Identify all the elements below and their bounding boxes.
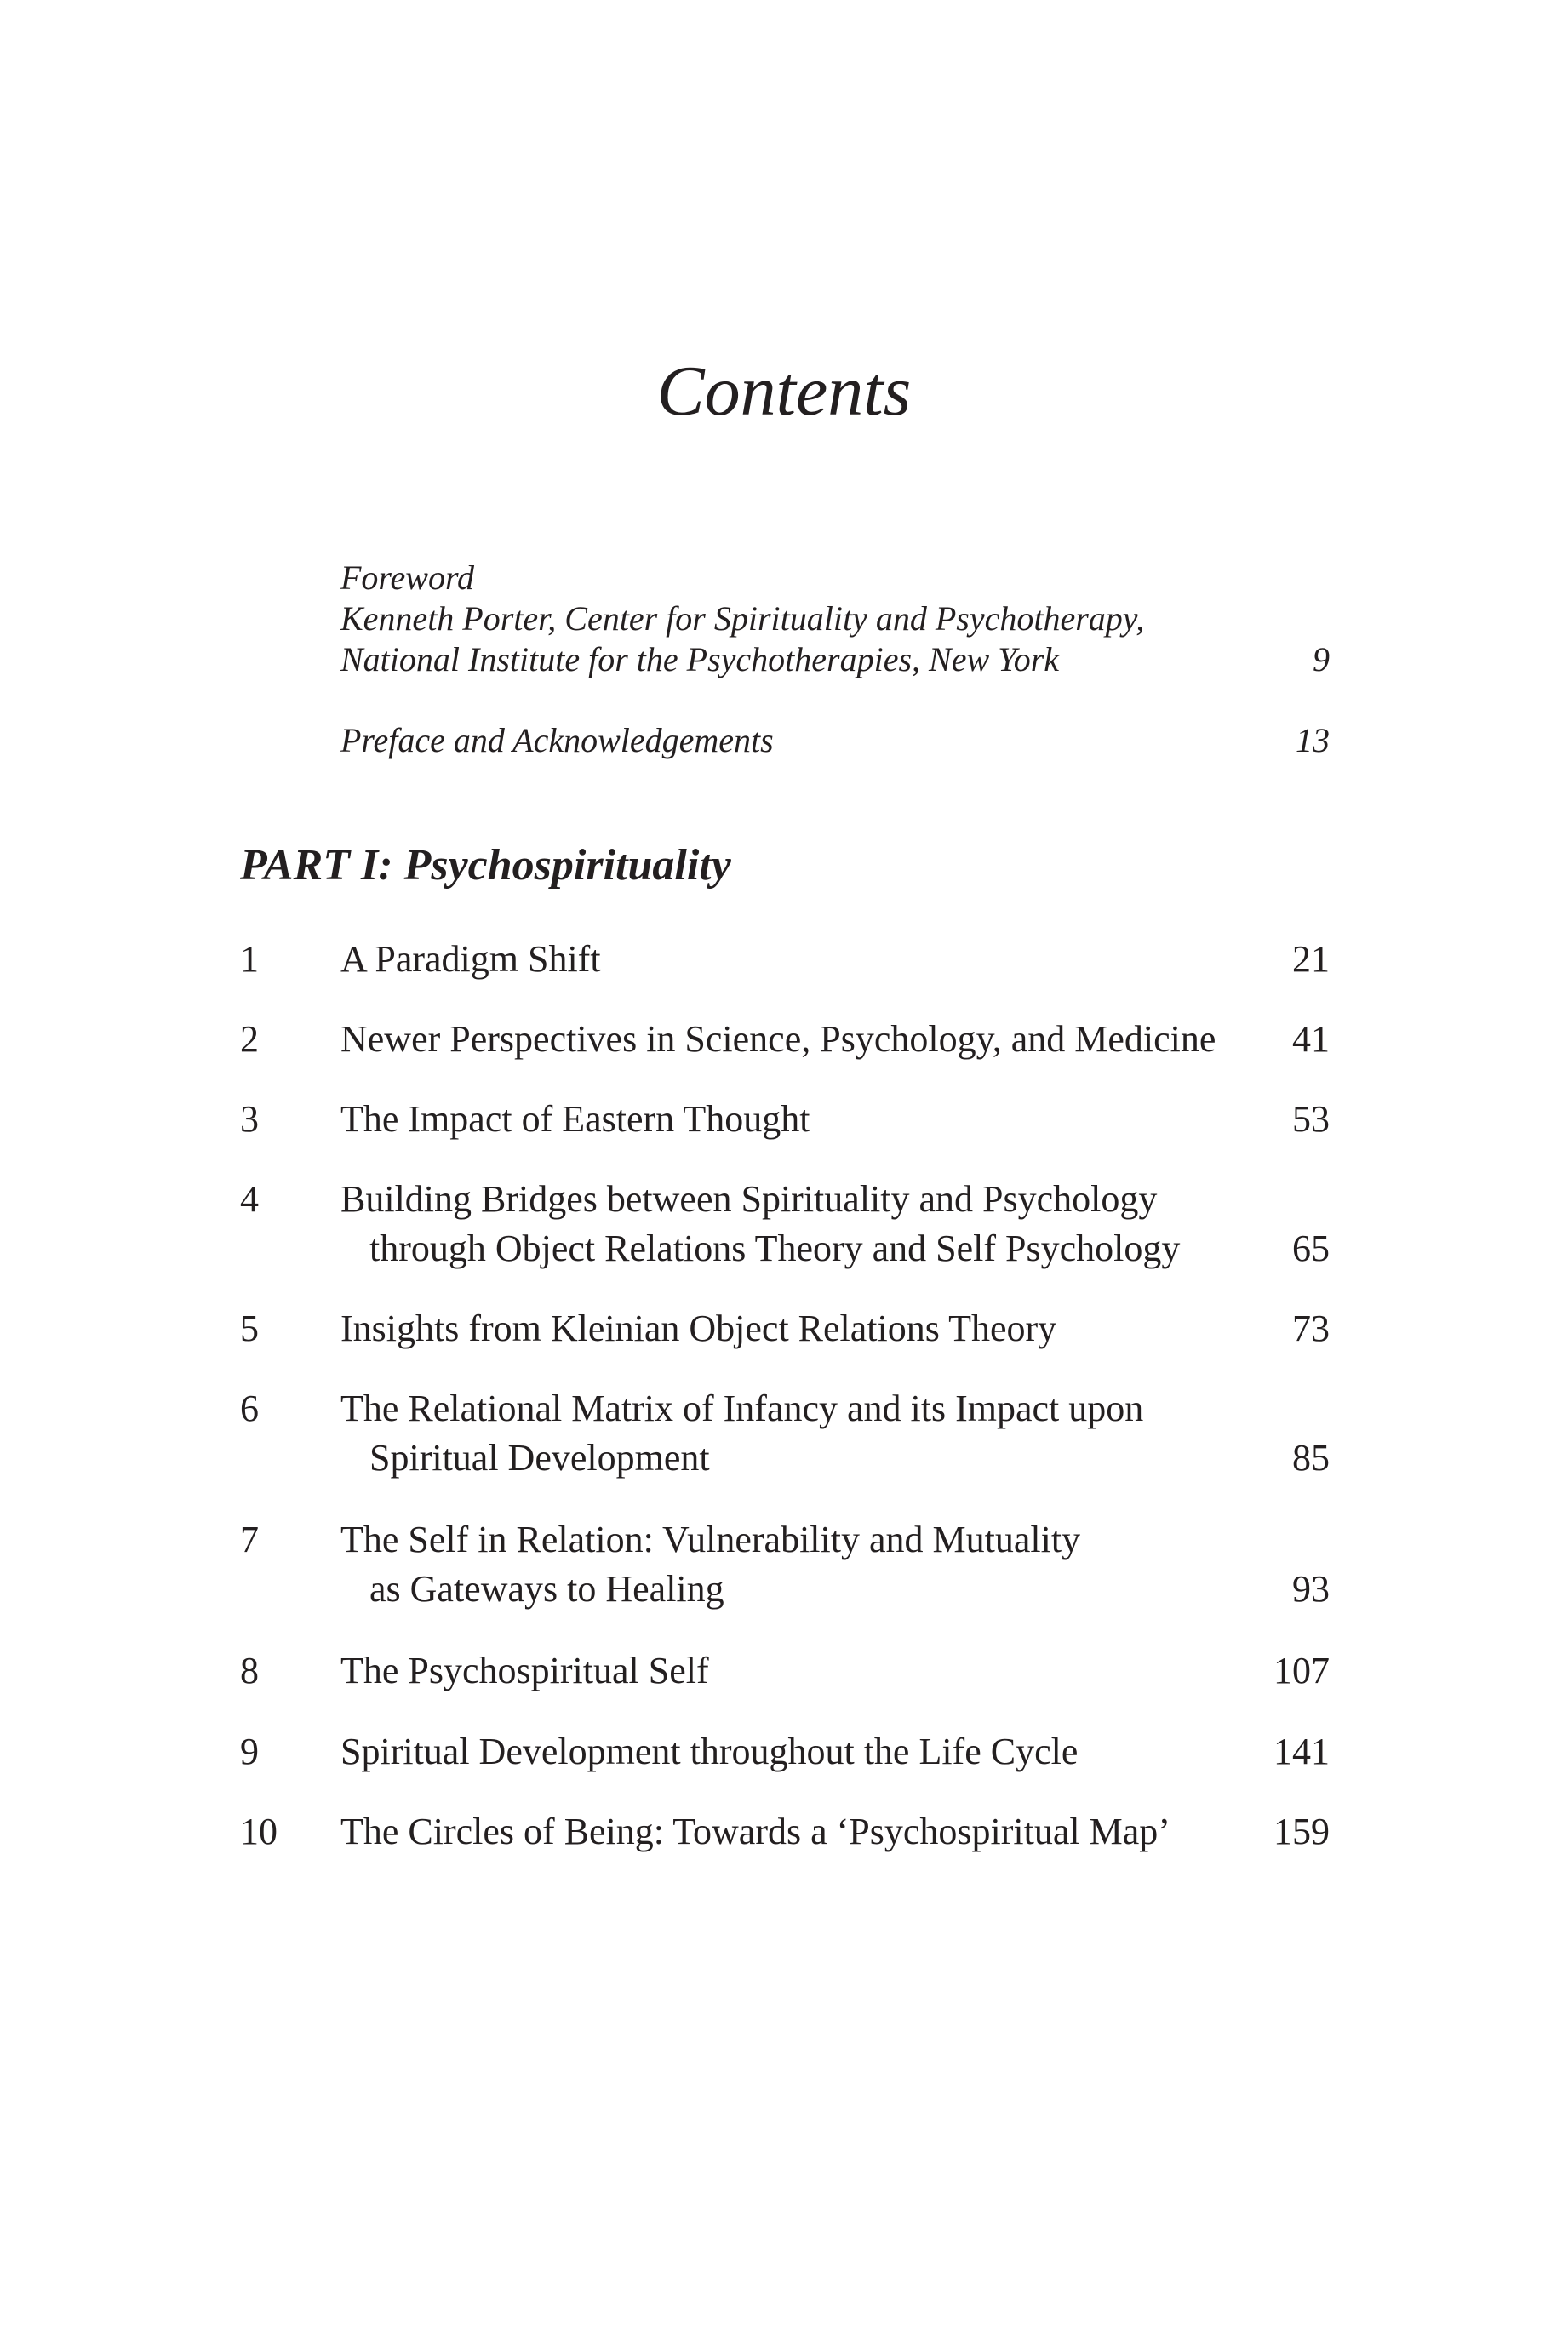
toc-entry-preface bbox=[340, 720, 1330, 761]
chapter-title bbox=[340, 1015, 1216, 1064]
chapter-page-number: 107 bbox=[1273, 1650, 1330, 1691]
part-heading: PART I: Psychospirituality bbox=[240, 841, 731, 890]
chapter-title-line: The Circles of Being: Towards a ‘Psychospiritual Map’ bbox=[340, 1811, 1170, 1852]
chapter-page-number: 141 bbox=[1273, 1731, 1330, 1772]
chapter-number: 4 bbox=[240, 1178, 259, 1220]
toc-entry-chapter-4 bbox=[240, 1175, 1330, 1273]
toc-entry-chapter-7 bbox=[240, 1515, 1330, 1614]
chapter-number: 2 bbox=[240, 1018, 259, 1060]
toc-entry-chapter-10 bbox=[240, 1807, 1330, 1857]
chapter-title bbox=[340, 1175, 1180, 1273]
chapter-title bbox=[340, 1515, 1080, 1614]
chapter-page-number: 41 bbox=[1292, 1018, 1330, 1060]
chapter-page-number: 93 bbox=[1292, 1568, 1330, 1610]
chapter-number: 8 bbox=[240, 1650, 259, 1691]
foreword-affiliation: National Institute for the Psychotherapies, New York bbox=[340, 640, 1060, 678]
preface-page-number: 13 bbox=[1296, 721, 1330, 759]
chapter-page-number: 65 bbox=[1292, 1228, 1330, 1269]
toc-entry-chapter-3 bbox=[240, 1095, 1330, 1144]
chapter-title-line: Spiritual Development throughout the Life Cycle bbox=[340, 1731, 1079, 1772]
chapter-page-number: 21 bbox=[1292, 938, 1330, 980]
toc-entry-chapter-9 bbox=[240, 1727, 1330, 1777]
preface-label: Preface and Acknowledgements bbox=[340, 721, 774, 759]
chapter-title-continuation: through Object Relations Theory and Self Psychology bbox=[369, 1228, 1181, 1269]
chapter-title bbox=[340, 1095, 810, 1144]
toc-entry-chapter-6 bbox=[240, 1384, 1330, 1483]
chapter-title-line: A Paradigm Shift bbox=[340, 938, 601, 980]
foreword-page-number: 9 bbox=[1313, 640, 1330, 678]
toc-entry-chapter-2 bbox=[240, 1015, 1330, 1064]
chapter-title bbox=[340, 1727, 1078, 1777]
chapter-page-number: 73 bbox=[1292, 1308, 1330, 1349]
chapter-title-line: The Relational Matrix of Infancy and its Impact upon bbox=[340, 1388, 1144, 1429]
chapter-number: 10 bbox=[240, 1811, 278, 1852]
chapter-number: 6 bbox=[240, 1388, 259, 1429]
chapter-title bbox=[340, 1807, 1170, 1857]
page-title: Contents bbox=[656, 352, 912, 431]
toc-entry-foreword bbox=[340, 558, 1330, 680]
chapter-number: 5 bbox=[240, 1308, 259, 1349]
chapter-title-line: The Psychospiritual Self bbox=[340, 1650, 709, 1691]
chapter-title-line: The Self in Relation: Vulnerability and Mutuality bbox=[340, 1519, 1081, 1560]
toc-entry-chapter-8 bbox=[240, 1646, 1330, 1696]
chapter-title bbox=[340, 1646, 709, 1696]
chapter-number: 7 bbox=[240, 1519, 259, 1560]
foreword-label: Foreword bbox=[340, 558, 475, 597]
toc-entry-chapter-5 bbox=[240, 1304, 1330, 1353]
chapter-title-line: Newer Perspectives in Science, Psychology, and Medicine bbox=[340, 1018, 1216, 1060]
chapter-title bbox=[340, 1384, 1143, 1483]
chapter-number: 1 bbox=[240, 938, 259, 980]
toc-entry-chapter-1 bbox=[240, 935, 1330, 984]
chapter-title-line: Insights from Kleinian Object Relations Theory bbox=[340, 1308, 1057, 1349]
chapter-title-line: Building Bridges between Spirituality and Psychology bbox=[340, 1178, 1158, 1220]
foreword-author: Kenneth Porter, Center for Spirituality and Psychotherapy, bbox=[340, 599, 1145, 638]
chapter-page-number: 85 bbox=[1292, 1437, 1330, 1479]
chapter-title-continuation: as Gateways to Healing bbox=[369, 1568, 724, 1610]
chapter-title-line: The Impact of Eastern Thought bbox=[340, 1098, 810, 1140]
chapter-title bbox=[340, 935, 601, 984]
chapter-number: 9 bbox=[240, 1731, 259, 1772]
chapter-page-number: 159 bbox=[1273, 1811, 1330, 1852]
chapter-title bbox=[340, 1304, 1056, 1353]
chapter-title-continuation: Spiritual Development bbox=[369, 1437, 710, 1479]
chapter-page-number: 53 bbox=[1292, 1098, 1330, 1140]
chapter-number: 3 bbox=[240, 1098, 259, 1140]
